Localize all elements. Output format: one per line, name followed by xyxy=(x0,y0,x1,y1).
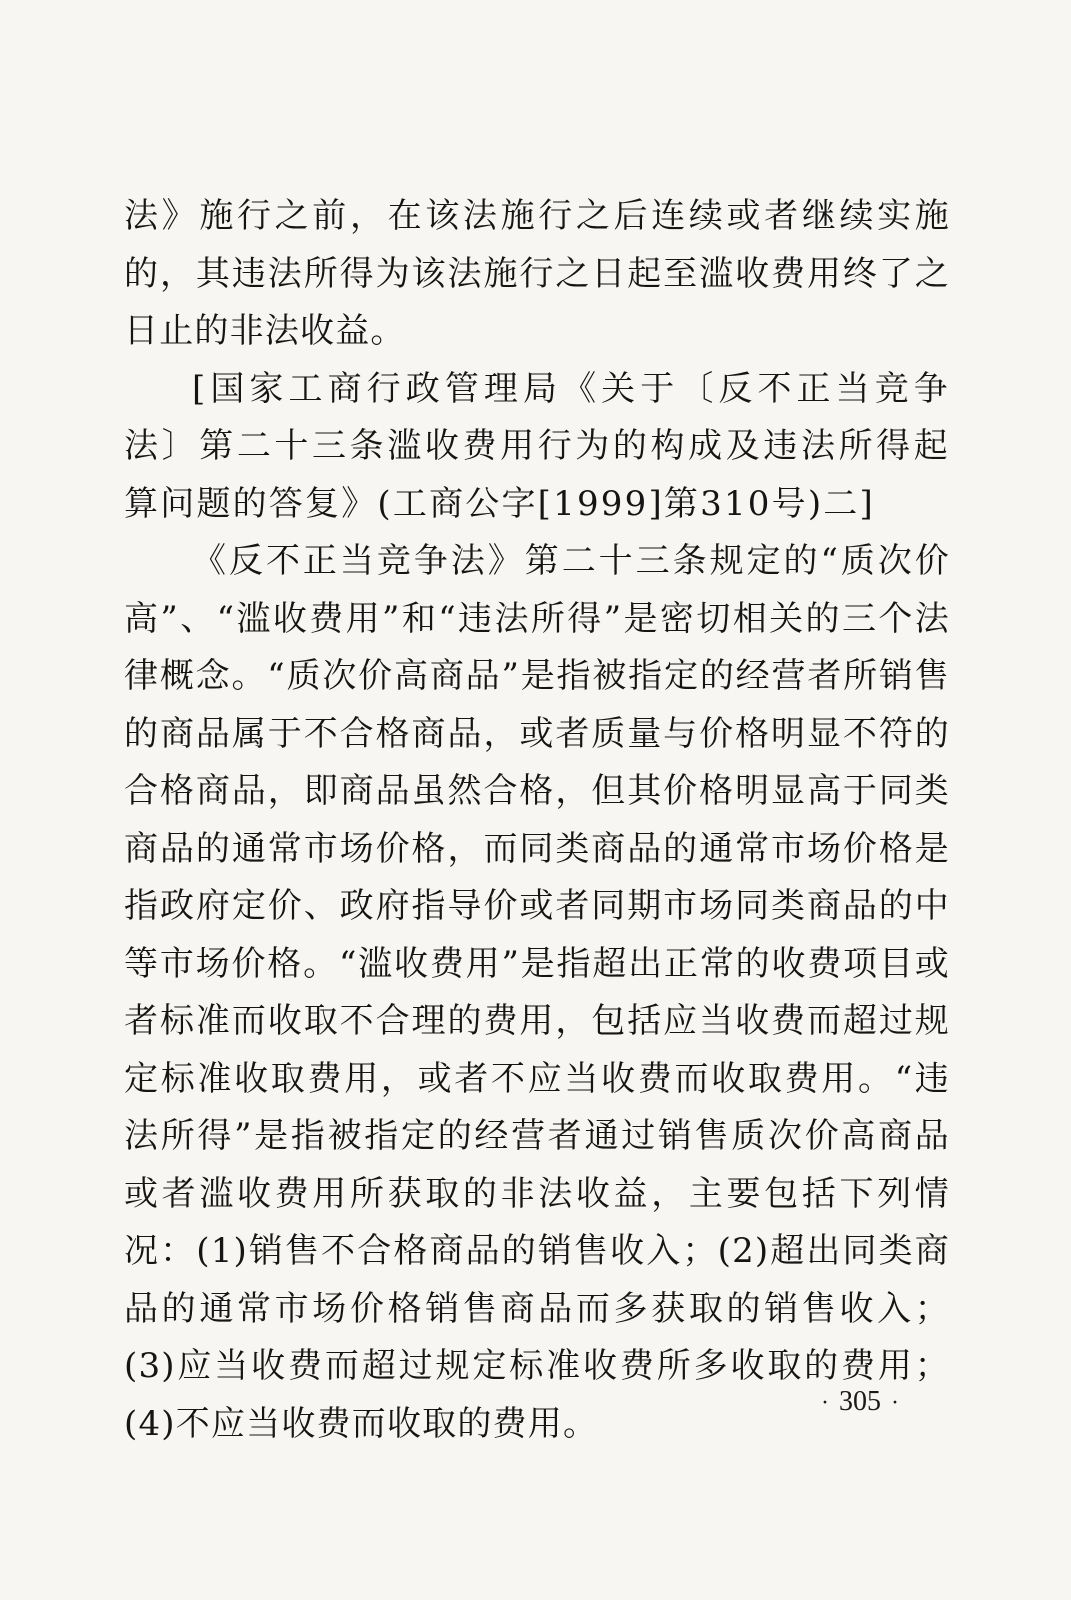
paragraph-continuation: 法》施行之前，在该法施行之后连续或者继续实施的，其违法所得为该法施行之日起至滥收费用终了之日止的非法收益。 xyxy=(124,196,950,351)
page-number-right-dot: · xyxy=(891,1390,899,1416)
body-text xyxy=(124,188,950,1453)
paragraph-main: 《反不正当竞争法》第二十三条规定的“质次价高”、“滥收费用”和“违法所得”是密切相关的三个法律概念。“质次价高商品”是指被指定的经营者所销售的商品属于不合格商品，或者质量与价格明显不符的合格商品，即商品虽然合格，但其价格明显高于同类商品的通常市场价格，而同类商品的通常市场价格是指政府定价、政府指导价或者同期市场同类商品的中等市场价格。“滥收费用”是指超出正常的收费项目或者标准而收取不合理的费用，包括应当收费而超过规定标准收取费用，或者不应当收费而收取费用。“违法所得”是指被指定的经营者通过销售质次价高商品或者滥收费用所获取的非法收益，主要包括下列情况：(1)销售不合格商品的销售收入；(2)超出同类商品的通常市场价格销售商品而多获取的销售收入；(3)应当收费而超过规定标准收费所多收取的费用；(4)不应当收费而收取的费用。 xyxy=(124,541,950,1444)
page-number-value: 305 xyxy=(839,1386,881,1417)
page-number xyxy=(800,1386,920,1418)
page-number-left-dot: · xyxy=(821,1390,829,1416)
paragraph-citation: [国家工商行政管理局《关于〔反不正当竞争法〕第二十三条滥收费用行为的构成及违法所得起算问题的答复》(工商公字[1999]第310号)二] xyxy=(124,368,950,524)
